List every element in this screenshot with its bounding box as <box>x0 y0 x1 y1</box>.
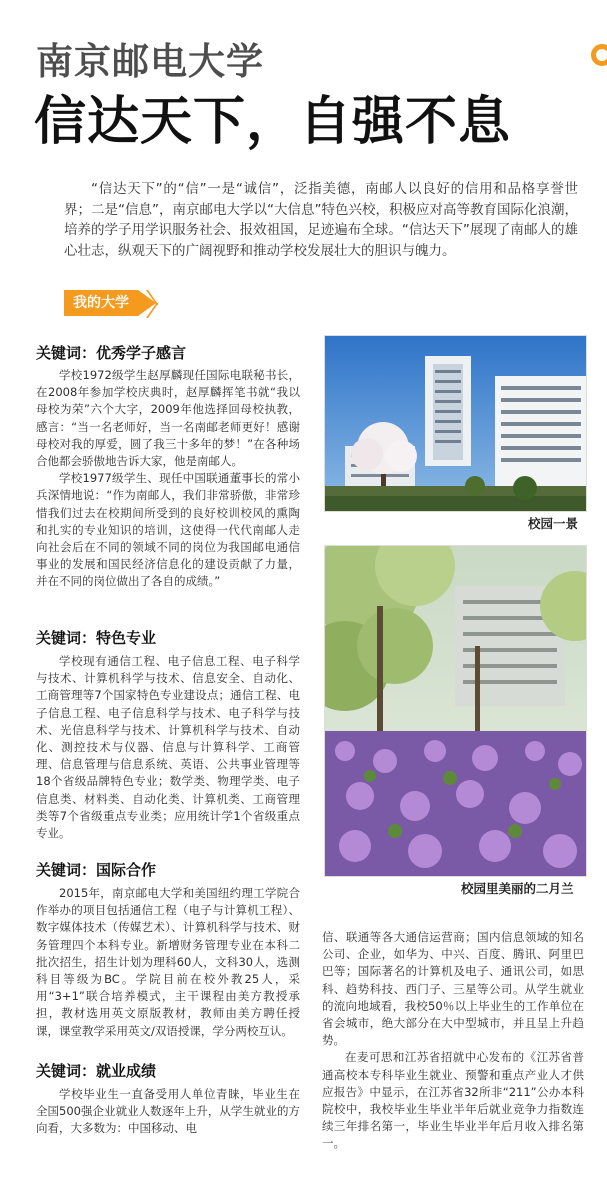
campus-photo <box>324 335 587 512</box>
international-paragraph-1: 2015年，南京邮电大学和美国纽约理工学院合作举办的项目包括通信工程（电子与计算机工程）、数字媒体技术（传媒艺术）、计算机科学与技术、财务管理四个本科专业。新增财务管理专业在本科二批次招生，招生计划为理科60人，文科30人，选测科目等级为BC。学院目前在校外教25人，采用“3+1”联合培养模式，主干课程由美方教授承担，教材选用英文原版教材，教师由美方聘任授课，课堂教学采用英文/双语授课，学分两校互认。 <box>36 886 300 1038</box>
employment-paragraph-left: 学校毕业生一直备受用人单位青睐，毕业生在全国500强企业就业人数逐年上升，从学生就业的方向看，大多数为：中国移动、电 <box>36 1087 300 1136</box>
orchid-photo <box>324 545 587 877</box>
students-paragraph-2: 学校1977级学生、现任中国联通董事长的常小兵深情地说：“作为南邮人，我们非常骄傲，非常珍惜我们过去在校期间所受到的良好校训校风的熏陶和扎实的专业知识的培训，这使得一代代南邮人走向社会后在不同的领域不同的岗位为我国邮电通信事业的发展和国民经济信息化的建设贡献了力量，并在不同的岗位做出了各自的成绩。” <box>36 471 300 589</box>
corner-ring-mark <box>591 44 607 66</box>
majors-body <box>36 653 300 842</box>
banner-chevron-icon <box>144 290 156 316</box>
page-slogan: 信达天下，自强不息 <box>34 92 512 152</box>
orchid-photo-illustration <box>325 546 586 876</box>
employment-paragraph-right-1: 信、联通等各大通信运营商；国内信息领域的知名公司、企业，如华为、中兴、百度、腾讯、阿里巴巴等；国际著名的计算机及电子、通讯公司，如思科、趋势科技、西门子、三星等公司。从学生就业的流向地域看，我校50％以上毕业生的工作单位在省会城市，绝大部分在大中型城市，并且呈上升趋势。 <box>322 930 584 1048</box>
campus-photo-illustration <box>325 336 586 511</box>
section-banner-label: 我的大学 <box>73 295 129 311</box>
heading-international: 关键词：国际合作 <box>36 861 157 879</box>
employment-paragraph-right-2: 在麦可思和江苏省招就中心发布的《江苏省普通高校本专科毕业生就业、预警和重点产业人才供应报告》中显示，在江苏省32所非“211”公办本科院校中，我校毕业生毕业半年后就业竞争力指数连续三年排名第一，毕业生毕业半年后月收入排名第一。 <box>322 1050 584 1151</box>
heading-students: 关键词：优秀学子感言 <box>36 344 187 362</box>
page-title: 南京邮电大学 <box>36 40 264 83</box>
heading-majors: 关键词：特色专业 <box>36 629 157 647</box>
majors-paragraph-1: 学校现有通信工程、电子信息工程、电子科学与技术、计算机科学与技术、信息安全、自动化、工商管理等7个国家特色专业建设点；通信工程、电子信息工程、电子信息科学与技术、电子科学与技术、光信息科学与技术、计算机科学与技术、自动化、测控技术与仪器、信息与计算科学、工商管理、信息管理与信息系统、英语、公共事业管理等18个省级品牌特色专业；数学类、物理学类、电子信息类、材料类、自动化类、计算机类、工商管理类等7个省级重点专业类；应用统计学1个省级重点专业。 <box>36 654 300 841</box>
heading-employment: 关键词：就业成绩 <box>36 1062 157 1080</box>
students-paragraph-1: 学校1972级学生赵厚麟现任国际电联秘书长，在2008年参加学校庆典时，赵厚麟挥笔书就“我以母校为荣”六个大字，2009年他选择回母校执教，感言：“当一名老师好，当一名南邮老师更好！感谢母校对我的厚爱，圆了我三十多年的梦！”在各种场合他都会骄傲地告诉大家，他是南邮人。 <box>36 368 300 469</box>
international-body <box>36 885 300 1040</box>
employment-body-right <box>322 929 584 1153</box>
campus-photo-caption: 校园一景 <box>528 516 579 531</box>
orchid-photo-caption: 校园里美丽的二月兰 <box>461 881 574 896</box>
employment-body-left <box>36 1086 300 1138</box>
students-body <box>36 367 300 591</box>
section-banner <box>64 290 138 316</box>
intro-paragraph: “信达天下”的“信”一是“诚信”，泛指美德，南邮人以良好的信用和品格享誉世界；二是“信息”，南京邮电大学以“大信息”特色兴校，积极应对高等教育国际化浪潮，培养的学子用学识服务社会、报效祖国，足迹遍布全球。“信达天下”展现了南邮人的雄心壮志，纵观天下的广阔视野和推动学校发展壮大的胆识与魄力。 <box>64 181 578 259</box>
